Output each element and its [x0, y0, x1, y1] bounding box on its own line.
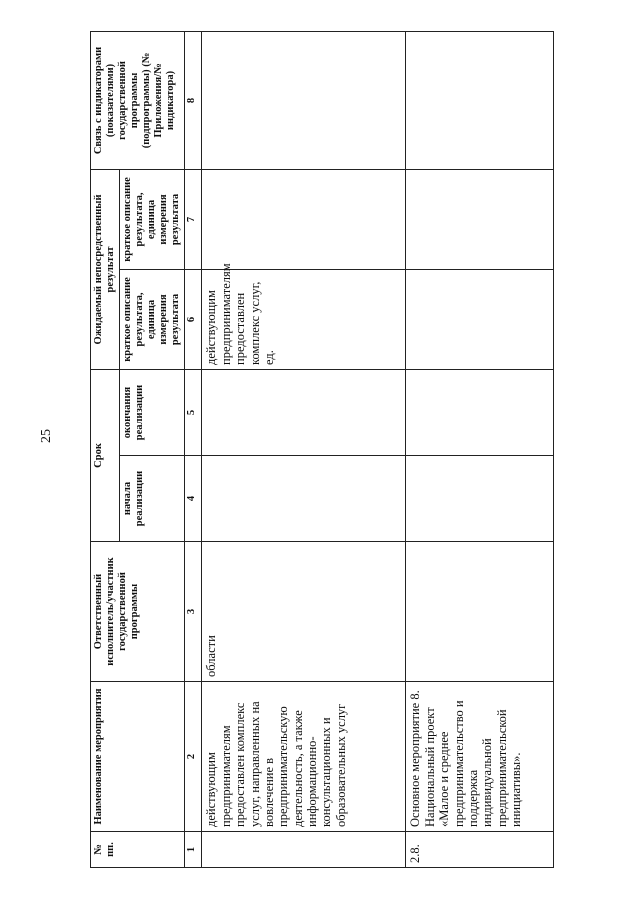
row-result-b	[406, 169, 554, 269]
row-num: 2.8.	[406, 832, 554, 868]
header-name: Наименование мероприятия	[91, 682, 185, 832]
row-link	[202, 31, 406, 169]
row-start	[406, 456, 554, 542]
row-link	[406, 31, 554, 169]
col-number: 7	[185, 169, 202, 269]
page-number: 25	[39, 429, 54, 443]
row-num	[202, 832, 406, 868]
row-executor	[406, 542, 554, 682]
col-number: 4	[185, 456, 202, 542]
row-name: действующим предпринимателям предоставлен комплекс услуг, направленных на вовлечение в предпринимательскую деятельность, а также информационно-консультационных и образовательных услуг	[202, 682, 406, 832]
column-number-row	[185, 31, 202, 867]
row-name: Основное мероприятие 8. Национальный проект «Малое и среднее предпринимательство и поддержка индивидуальной предпринимательской инициативы».	[406, 682, 554, 832]
measures-table	[90, 31, 554, 868]
header-link: Связь с индикаторами (показателями) государственной программы (подпрограммы) (№ Приложения/№ индикатора)	[91, 31, 185, 169]
header-executor: Ответственный исполнитель/участник государственной программы	[91, 542, 185, 682]
row-end	[406, 369, 554, 455]
header-term: Срок	[91, 369, 120, 541]
row-result-a: действующим предпринимателям предоставлен комплекс услуг, ед.	[202, 269, 406, 369]
col-number: 1	[185, 832, 202, 868]
row-start	[202, 456, 406, 542]
table-row	[202, 31, 406, 867]
header-num: № пп.	[91, 832, 185, 868]
measures-table-rotated	[90, 32, 610, 868]
header-term-end: окончания реализации	[120, 369, 185, 455]
row-executor: области	[202, 542, 406, 682]
header-result-a: краткое описание результата, единица измерения результата	[120, 269, 185, 369]
header-result-b: краткое описание результата, единица измерения результата	[120, 169, 185, 269]
header-term-start: начала реализации	[120, 456, 185, 542]
table-row	[406, 31, 554, 867]
row-result-a	[406, 269, 554, 369]
row-end	[202, 369, 406, 455]
row-result-b	[202, 169, 406, 269]
col-number: 6	[185, 269, 202, 369]
col-number: 5	[185, 369, 202, 455]
col-number: 2	[185, 682, 202, 832]
col-number: 3	[185, 542, 202, 682]
header-result: Ожидаемый непосредственный результат	[91, 169, 120, 369]
col-number: 8	[185, 31, 202, 169]
